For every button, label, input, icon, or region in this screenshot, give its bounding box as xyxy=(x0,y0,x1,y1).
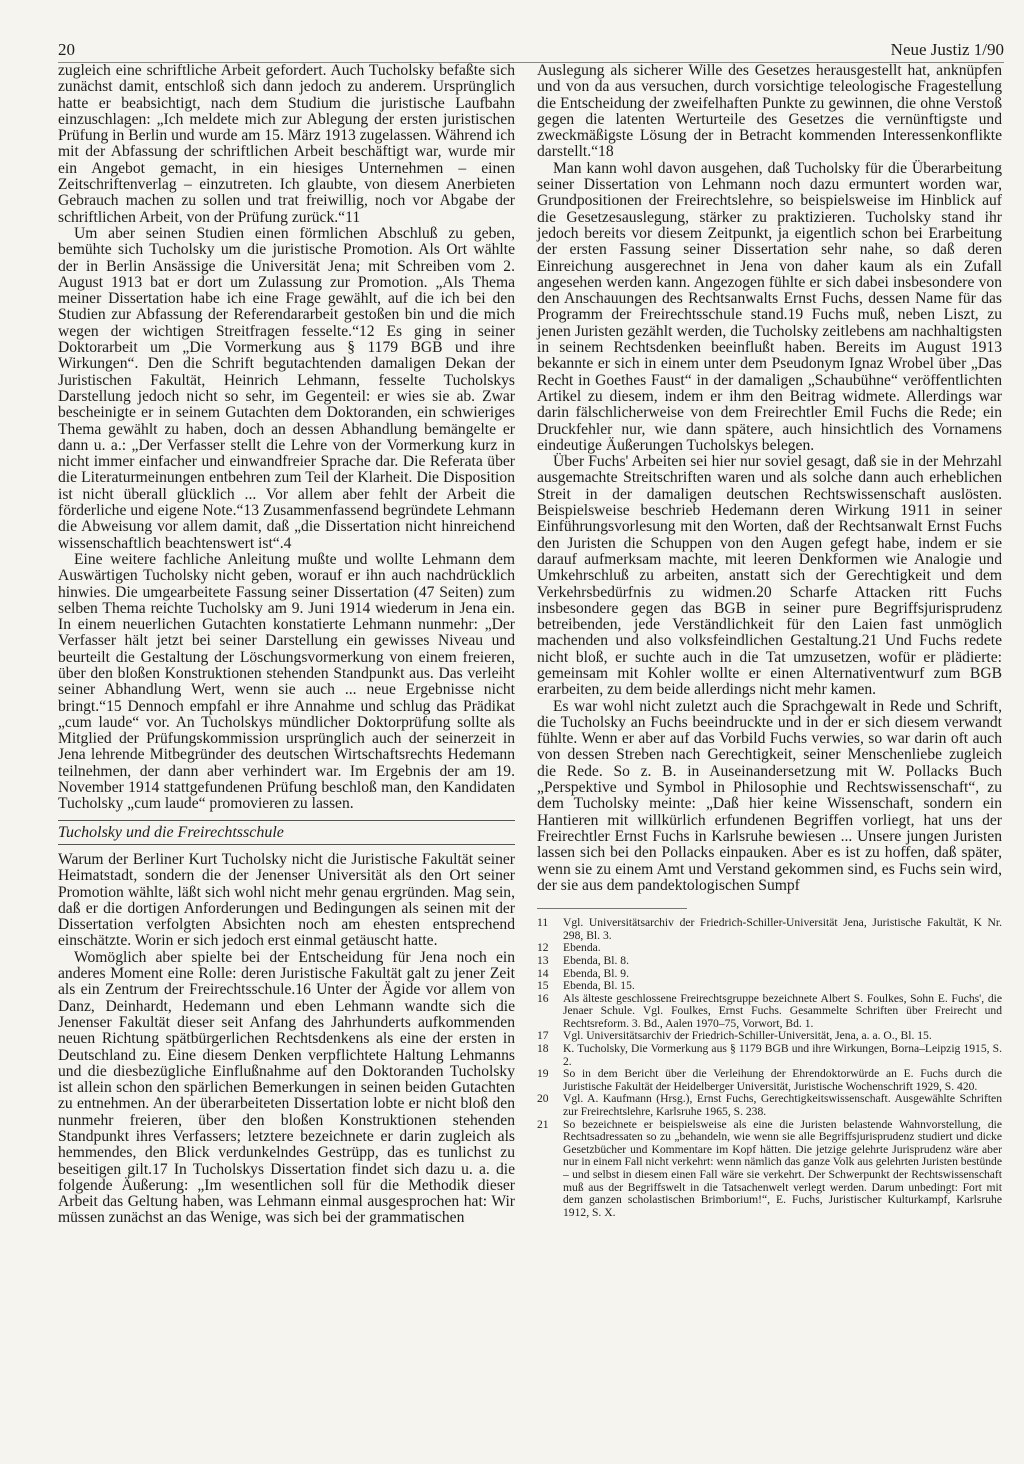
paragraph: Um aber seinen Studien einen förmlichen Abschluß zu geben, bemühte sich Tucholsky um die juristische Promotion. Als Ort wählte der in Berlin Ansässige die Universität Jena; mit Schreiben vom 2. August 1913 bat er dort um Zulassung zur Promotion. „Als Thema meiner Dissertation habe ich eine Frage gewählt, auf die ich bei den Studien zur Abfassung der Referendararbeit gestoßen bin und die mich wegen der wichtigen Streitfragen fesselte.“12 Es ging in seiner Doktorarbeit um „Die Vormerkung aus § 1179 BGB und ihre Wirkungen“. Den die Schrift begutachtenden damaligen Dekan der Juristischen Fakultät, Heinrich Lehmann, fesselte Tucholskys Darstellung jedoch nicht so sehr, im Gegenteil: er wies sie ab. Zwar bescheinigte er in seinem Gutachten dem Doktoranden, ein schwieriges Thema gewählt zu haben, doch an dessen Abhandlung bemängelte er dann u. a.: „Der Verfasser stellt die Lehre von der Vormerkung kurz in nicht immer einfacher und einwandfreier Sprache dar. Die Referata über die Literaturmeinungen entbehren zum Teil der Klarheit. Die Disposition ist nicht überall glücklich ... Vor allem aber fehlt der Arbeit die förderliche und eigene Note.“13 Zusammenfassend begründete Lehmann die Abweisung vor allem damit, daß „die Dissertation nicht hinreichend wissenschaftlich beachtenswert ist“.4 xyxy=(58,224,515,552)
footnote-text: Als älteste geschlossene Freirechtsgruppe bezeichnete Albert S. Foulkes, Sohn E. Fuchs', die Jenaer Schule. Vgl. Foulkes, Ernst Fuchs. Gesammelte Schriften über Freirecht und Rechtsreform. 3. Bd., Aalen 1970–75, Vorwort, Bd. 1. xyxy=(563,991,1002,1030)
footnote-number: 13 xyxy=(537,953,549,967)
paragraph: Es war wohl nicht zuletzt auch die Sprachgewalt in Rede und Schrift, die Tucholsky an Fuchs beeindruckte und in der er sich diesem verwandt fühlte. Wenn er aber auf das Vorbild Fuchs verwies, so war darin oft auch von dessen Streben nach Gerechtigkeit, seiner Menschenliebe zugleich die Rede. So z. B. in Auseinandersetzung mit W. Pollacks Buch „Perspektive und Symbol in Philosophie und Rechtswissenschaft“, zu dem Tucholsky meinte: „Daß hier keine Wissenschaft, sondern ein Hantieren mit willkürlich erfundenen Begriffen vorliegt, hat uns der Freirechtler Ernst Fuchs in Karlsruhe bewiesen ... Unsere jungen Juristen lassen sich bei den Pollacks einpauken. Aber es ist zu hoffen, daß später, wenn sie zu einem Amt und Verstand gekommen sind, es Fuchs sein wird, der sie aus dem pandektologischen Sumpf xyxy=(537,697,1002,894)
footnote-number: 19 xyxy=(537,1067,549,1081)
paragraph: Womöglich aber spielte bei der Entscheidung für Jena noch ein anderes Moment eine Rolle: deren Juristische Fakultät galt zu jener Zeit als ein Zentrum der Freirechtsschule.16 Unter der Ägide vor allem von Danz, Deinhardt, Hedemann und eben Lehmann wandte sich die Jenenser Fakultät dieser seit Anfang des Jahrhunderts aufkommenden neuen Richtung spätbürgerlichen Rechtsdenkens als eine der ersten in Deutschland zu. Eine diesem Denken verpflichtete Haltung Lehmanns und die diesbezügliche Einflußnahme auf den Doktoranden Tucholsky ist allein schon den spärlichen Bemerkungen in seinen beiden Gutachten zu entnehmen. An der überarbeiteten Dissertation lobte er nicht bloß den nunmehr freieren, über den bloßen Konstruktionen stehenden Standpunkt ihres Verfassers; letztere bezeichnete er darin zugleich als hemmendes, den Blick verdunkelndes Gestrüpp, das es tunlichst zu beseitigen gilt.17 In Tucholskys Dissertation findet sich dazu u. a. die folgende Äußerung: „Im wesentlichen soll für die Methodik dieser Arbeit das Geltung haben, was Lehmann einmal ausgesprochen hat: Wir müssen zunächst an das Wenige, was sich bei der grammatischen xyxy=(58,948,515,1227)
footnote xyxy=(537,980,1002,993)
paragraph: Man kann wohl davon ausgehen, daß Tucholsky für die Überarbeitung seiner Dissertation von Lehmann noch dazu ermuntert worden war, Grundpositionen der Freirechtslehre, so beispielsweise im Hinblick auf die Gesetzesauslegung, stärker zu praktizieren. Tucholsky stand ihr jedoch bereits vor diesem Zeitpunkt, ja eigentlich schon bei Erarbeitung der ersten Fassung seiner Dissertation sehr nahe, so daß deren Einreichung ausgerechnet in Jena von daher kaum als ein Zufall angesehen werden kann. Angezogen fühlte er sich dabei insbesondere von den Anschauungen des Rechtsanwalts Ernst Fuchs, dessen Name für das Programm der Freirechtsschule stand.19 Fuchs muß, neben Liszt, zu jenen Juristen gezählt werden, die Tucholsky zeitlebens am nachhaltigsten in seinem Rechtsdenken beeinflußt haben. Bereits im August 1913 bekannte er sich in einem unter dem Pseudonym Ignaz Wrobel über „Das Recht in Goethes Faust“ in der damaligen „Schaubühne“ veröffentlichten Artikel zu diesem, indem er ihm den Beitrag widmete. Allerdings war darin fälschlicherweise von dem Freirechtler Emil Fuchs die Rede; ein Druckfehler nur, wie dann spätere, auch hinsichtlich des Vornamens eindeutige Äußerungen Tucholskys belegen. xyxy=(537,159,1002,454)
page-header xyxy=(58,30,1004,63)
footnote xyxy=(537,993,1002,1031)
paragraph: zugleich eine schriftliche Arbeit gefordert. Auch Tucholsky befaßte sich zunächst damit, entschloß sich dann jedoch zu anderem. Ursprünglich hatte er beabsichtigt, nach dem Studium die juristische Laufbahn einzuschlagen: „Ich meldete mich zur Ablegung der ersten juristischen Prüfung in Berlin und wurde am 15. März 1913 zugelassen. Während ich mit der Abfassung der schriftlichen Arbeit beschäftigt war, wurde mir ein Angebot gemacht, in ein hiesiges Unternehmen – einen Zeitschriftenverlag – einzutreten. Ich glaubte, von diesem Anerbieten Gebrauch machen zu sollen und trat freiwillig, noch vor Abgabe der schriftlichen Arbeit, von der Prüfung zurück.“11 xyxy=(58,62,515,226)
footnote xyxy=(537,1119,1002,1220)
footnote-number: 18 xyxy=(537,1042,549,1056)
footnote-number: 21 xyxy=(537,1117,549,1131)
footnote-number: 11 xyxy=(537,916,549,930)
footnote xyxy=(537,955,1002,968)
footnote-text: Ebenda, Bl. 8. xyxy=(563,953,630,967)
journal-title: Neue Justiz 1/90 xyxy=(890,40,1004,59)
footnote xyxy=(537,1043,1002,1068)
footnote xyxy=(537,917,1002,942)
footnote xyxy=(537,1093,1002,1118)
footnote-number: 15 xyxy=(537,979,549,993)
paragraph: Warum der Berliner Kurt Tucholsky nicht die Juristische Fakultät seiner Heimatstadt, sondern die der Jenenser Universität als den Ort seiner Promotion wählte, läßt sich wohl nicht mehr genau ergründen. Mag sein, daß er die dortigen Anforderungen und Bedingungen als seinen mit der Dissertation verfolgten Absichten noch am ehesten entsprechend einschätzte. Worin er sich jedoch erst einmal getäuscht hatte. xyxy=(58,850,515,950)
footnote-text: Vgl. Universitätsarchiv der Friedrich-Schiller-Universität, Jena, a. a. O., Bl. 15. xyxy=(563,1029,932,1043)
footnote-number: 16 xyxy=(537,991,549,1005)
footnote-number: 20 xyxy=(537,1092,549,1106)
paragraph: Eine weitere fachliche Anleitung mußte und wollte Lehmann dem Auswärtigen Tucholsky nicht geben, worauf er ihn auch nachdrücklich hinwies. Die umgearbeitete Fassung seiner Dissertation (47 Seiten) zum selben Thema reichte Tucholsky am 9. Juni 1914 wiederum in Jena ein. In einem neuerlichen Gutachten konstatierte Lehmann nunmehr: „Der Verfasser hält jetzt bei seiner Darstellung ein gewisses Niveau und beurteilt die Gestaltung der Löschungsvormerkung von einem freieren, über den bloßen Konstruktionen stehenden Standpunkt aus. Das verleiht seiner Abhandlung Wert, wenn sie auch ... neue Ergebnisse nicht bringt.“15 Dennoch empfahl er ihre Annahme und schlug das Prädikat „cum laude“ vor. An Tucholskys mündlicher Doktorprüfung sollte als Mitglied der Prüfungskommission ursprünglich auch der seinerzeit in Jena lehrende Mitbegründer des deutschen Wirtschaftsrechts Hedemann teilnehmen, der dann aber verhindert war. Im Ergebnis der am 19. November 1914 stattgefundenen Prüfung beschloß man, den Kandidaten Tucholsky „cum laude“ promovieren zu lassen. xyxy=(58,550,515,813)
footnote-text: Ebenda, Bl. 15. xyxy=(563,979,635,993)
footnote-text: Vgl. Universitätsarchiv der Friedrich-Schiller-Universität Jena, Juristische Fakultät, K Nr. 298, Bl. 3. xyxy=(563,916,1002,942)
footnote-text: Vgl. A. Kaufmann (Hrsg.), Ernst Fuchs, Gerechtigkeitswissenschaft. Ausgewählte Schriften zur Freirechtslehre, Karlsruhe 1965, S. 238. xyxy=(563,1092,1002,1119)
right-column xyxy=(537,63,1002,1219)
footnote-text: Ebenda, Bl. 9. xyxy=(563,966,630,980)
footnote-number: 17 xyxy=(537,1029,549,1043)
footnote-number: 12 xyxy=(537,941,549,955)
footnote-number: 14 xyxy=(537,966,549,980)
footnote-text: So in dem Bericht über die Verleihung der Ehrendoktorwürde an E. Fuchs durch die Juristische Fakultät der Heidelberger Universität, Juristische Wochenschrift 1929, S. 420. xyxy=(563,1067,1002,1093)
paragraph: Auslegung als sicherer Wille des Gesetzes herausgestellt hat, anknüpfen und von da aus versuchen, durch vorsichtige teleologische Fragestellung die Entscheidung der zweifelhaften Punkte zu gewinnen, die ohne Verstoß gegen die latenten Werturteile des Gesetzes die vernünftigste und zweckmäßigste Lösung der in Betracht kommenden Interessenkonflikte darstellt.“18 xyxy=(537,62,1002,161)
left-column xyxy=(58,63,515,1227)
footnote-text: Ebenda. xyxy=(563,941,601,955)
footnote-divider xyxy=(537,908,687,909)
section-heading: Tucholsky und die Freirechtsschule xyxy=(58,820,515,845)
page-number: 20 xyxy=(58,40,75,59)
footnote-text: K. Tucholsky, Die Vormerkung aus § 1179 BGB und ihre Wirkungen, Borna–Leipzig 1915, S. 2. xyxy=(563,1042,1002,1068)
footnotes xyxy=(537,917,1002,1219)
footnote xyxy=(537,1068,1002,1093)
footnote-text: So bezeichnete er beispielsweise als eine die Juristen belastende Wahnvorstellung, die Rechtsadressaten so zu „behandeln, wie wenn sie alle Begriffsjurisprudenz studiert und dicke Gesetzbücher und Kommentare im Kopf hätten. Die jetzige gelehrte Jurisprudenz wäre aber nur in einem Fall nicht verkehrt: wenn nämlich das ganze Volk aus gelehrten Juristen bestünde – und selbst in diesem einen Fall wäre sie verkehrt. Der Schwerpunkt der Rechtswissenschaft muß aus der Begriffswelt in die Tatsachenwelt verlegt werden. Darum unbedingt: Fort mit dem ganzen scholastischen Brimborium!“, E. Fuchs, Juristischer Kulturkampf, Karlsruhe 1912, S. X. xyxy=(563,1117,1002,1219)
paragraph: Über Fuchs' Arbeiten sei hier nur soviel gesagt, daß sie in der Mehrzahl ausgemachte Streitschriften waren und als solche dann auch erheblichen Streit in der damaligen deutschen Rechtswissenschaft auslösten. Beispielsweise beschrieb Hedemann deren Wirkung 1911 in seiner Einführungsvorlesung mit den Worten, daß der Rechtsanwalt Ernst Fuchs den Juristen die Schuppen von den Augen gefegt habe, indem er sie darauf aufmerksam machte, mit leeren Denkformen wie Analogie und Umkehrschluß zu arbeiten, anstatt sich der Gerechtigkeit und dem Verkehrsbedürfnis zu widmen.20 Scharfe Attacken ritt Fuchs insbesondere gegen das BGB in seiner pure Begriffsjurisprudenz betreibenden, jede Verständlichkeit für den Laien fast unmöglich machenden und also volksfeindlichen Gestaltung.21 Und Fuchs redete nicht bloß, er suchte auch in die Tat umzusetzen, wofür er plädierte: gemeinsam mit Kohler wollte er einen Alternativentwurf zum BGB erarbeiten, zu dem beide allerdings nicht mehr kamen. xyxy=(537,453,1002,699)
